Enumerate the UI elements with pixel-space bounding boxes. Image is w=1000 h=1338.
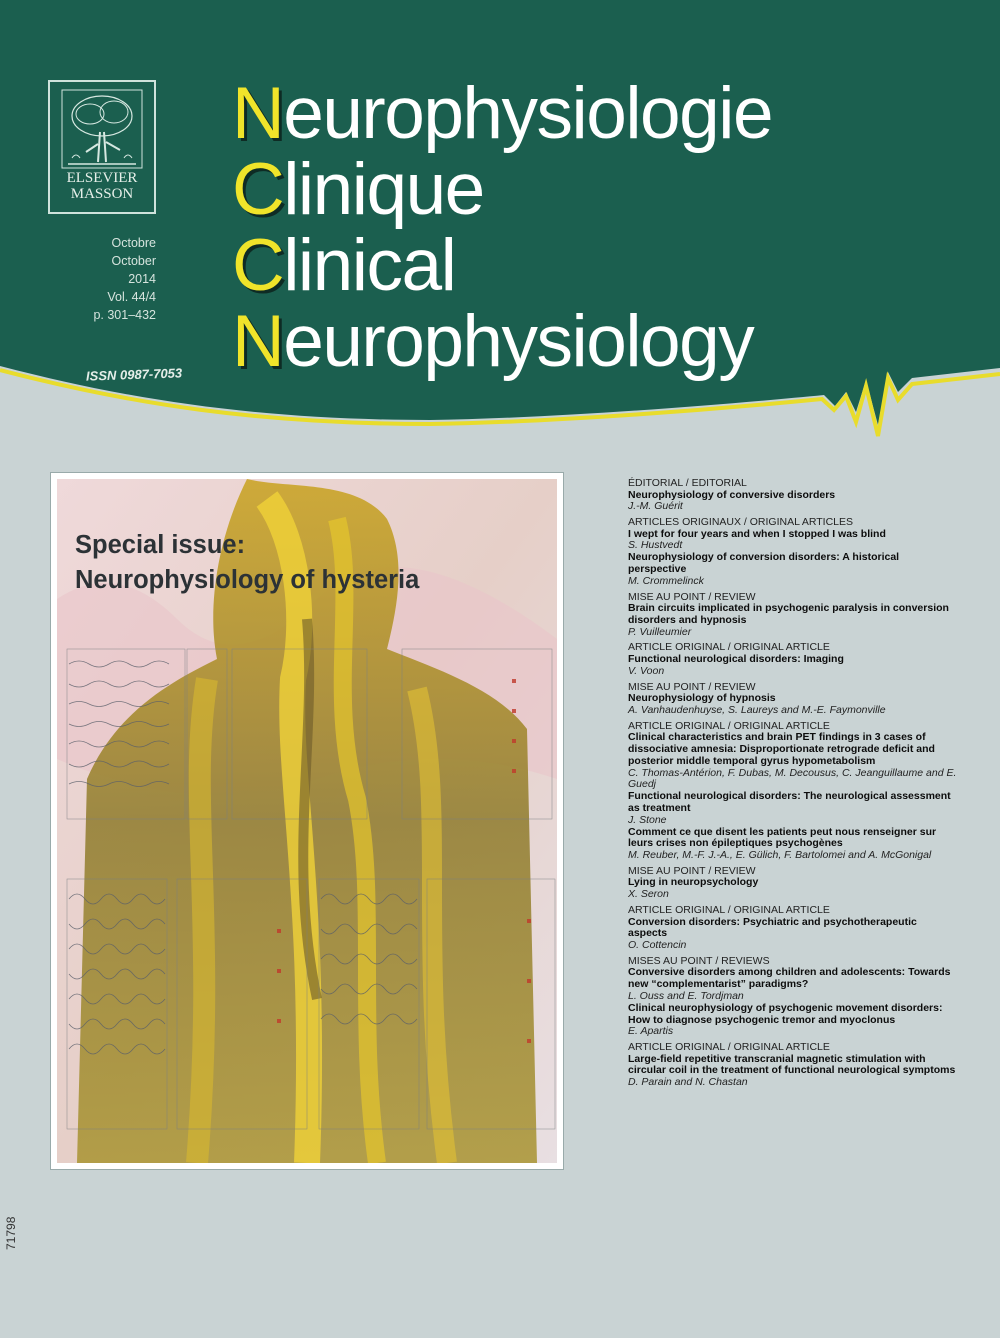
toc-article-title: Functional neurological disorders: Imaging: [628, 652, 844, 665]
title-rest: europhysiologie: [283, 73, 773, 154]
header-band: [0, 0, 1000, 460]
toc-article-title: Neurophysiology of conversive disorders: [628, 488, 836, 501]
toc-article-authors: E. Apartis: [628, 1025, 674, 1038]
title-initial: C: [232, 149, 284, 230]
toc-article-title: Conversive disorders among children and adolescents: Towards new “complementarist” paradigms?: [628, 966, 951, 991]
toc-article-authors: A. Vanhaudenhuyse, S. Laureys and M.-E. Faymonville: [628, 703, 886, 716]
toc-section-heading: ÉDITORIAL / EDITORIAL: [628, 477, 747, 489]
toc-article-title: Clinical characteristics and brain PET findings in 3 cases of dissociative amnesia: Disproportionate retrograde deficit and posterior middle temporal gyrus hypometabolism: [628, 731, 935, 767]
publisher-logo: [48, 80, 156, 214]
toc-article-title: Clinical neurophysiology of psychogenic movement disorders: How to diagnose psychogenic tremor and myoclonus: [628, 1001, 943, 1026]
toc-article-title: Functional neurological disorders: The neurological assessment as treatment: [628, 790, 951, 814]
issue-year: 2014: [128, 272, 156, 286]
toc-article-authors: L. Ouss and E. Tordjman: [628, 990, 744, 1002]
toc-section-heading: ARTICLE ORIGINAL / ORIGINAL ARTICLE: [628, 641, 830, 654]
toc-article-title: Large-field repetitive transcranial magnetic stimulation with circular coil in the treatment of functional neurological symptoms: [628, 1052, 956, 1077]
toc-article-title: Neurophysiology of hypnosis: [628, 692, 776, 705]
toc-article-authors: P. Vuilleumier: [628, 625, 692, 638]
toc-section-heading: MISE AU POINT / REVIEW: [628, 680, 756, 693]
toc-article-authors: M. Reuber, M.-F. J.-A., E. Gülich, F. Bartolomei and A. McGonigal: [628, 849, 932, 862]
toc-article-authors: S. Hustvedt: [628, 539, 683, 552]
title-line-2: [232, 149, 484, 230]
tree-icon: [60, 88, 144, 170]
title-rest: europhysiology: [283, 301, 754, 382]
toc-article-authors: J. Stone: [628, 813, 667, 826]
toc-section-heading: MISES AU POINT / REVIEWS: [628, 954, 770, 967]
title-initial: N: [232, 301, 284, 382]
title-rest: linical: [283, 225, 456, 306]
toc-section-heading: ARTICLES ORIGINAUX / ORIGINAL ARTICLES: [628, 516, 854, 529]
issue-month-fr: Octobre: [111, 236, 156, 250]
toc-article-authors: D. Parain and N. Chastan: [628, 1076, 748, 1089]
issn: ISSN 0987-7053: [85, 365, 183, 384]
toc-article-title: I wept for four years and when I stopped I was blind: [628, 527, 886, 540]
special-issue-heading: [75, 528, 419, 598]
title-rest: linique: [283, 149, 484, 230]
publisher-name-line2: MASSON: [70, 186, 134, 202]
title-line-4: [232, 301, 754, 382]
special-issue-line1: Special issue:: [75, 531, 246, 559]
toc-section-heading: ARTICLE ORIGINAL / ORIGINAL ARTICLE: [628, 719, 830, 732]
toc-article-title: Conversion disorders: Psychiatric and psychotherapeutic aspects: [628, 915, 917, 940]
toc-article-authors: V. Voon: [628, 664, 665, 677]
title-initial: N: [232, 73, 284, 154]
title-line-1: [232, 73, 773, 154]
toc-article-authors: O. Cottencin: [628, 939, 687, 952]
issue-pages: p. 301–432: [93, 308, 156, 322]
toc-section-heading: ARTICLE ORIGINAL / ORIGINAL ARTICLE: [628, 904, 830, 917]
toc-article-authors: M. Crommelinck: [628, 574, 704, 587]
toc-article-title: Lying in neuropsychology: [628, 876, 759, 889]
issue-month-en: October: [111, 254, 156, 268]
barcode-number: 71798: [4, 1216, 18, 1250]
table-of-contents: [628, 474, 958, 1089]
toc-article-authors: X. Seron: [628, 888, 669, 901]
publisher-name-line1: ELSEVIER: [66, 170, 138, 186]
special-issue-line2: Neurophysiology of hysteria: [75, 566, 420, 594]
toc-article-title: Comment ce que disent les patients peut nous renseigner sur leurs crises non épileptiques psychogènes: [628, 825, 937, 850]
toc-section-heading: MISE AU POINT / REVIEW: [628, 864, 756, 877]
title-initial: C: [232, 225, 284, 306]
toc-section-heading: MISE AU POINT / REVIEW: [628, 590, 756, 603]
toc-article-title: Brain circuits implicated in psychogenic paralysis in conversion disorders and hypnosis: [628, 602, 949, 626]
title-line-3: [232, 225, 456, 306]
issue-volume: Vol. 44/4: [107, 290, 156, 304]
toc-article-authors: C. Thomas-Antérion, F. Dubas, M. Decousus, C. Jeanguillaume and E. Guedj: [628, 766, 957, 791]
toc-article-authors: J.-M. Guérit: [628, 500, 683, 513]
toc-article-title: Neurophysiology of conversion disorders: A historical perspective: [628, 551, 900, 575]
toc-section-heading: ARTICLE ORIGINAL / ORIGINAL ARTICLE: [628, 1041, 830, 1054]
